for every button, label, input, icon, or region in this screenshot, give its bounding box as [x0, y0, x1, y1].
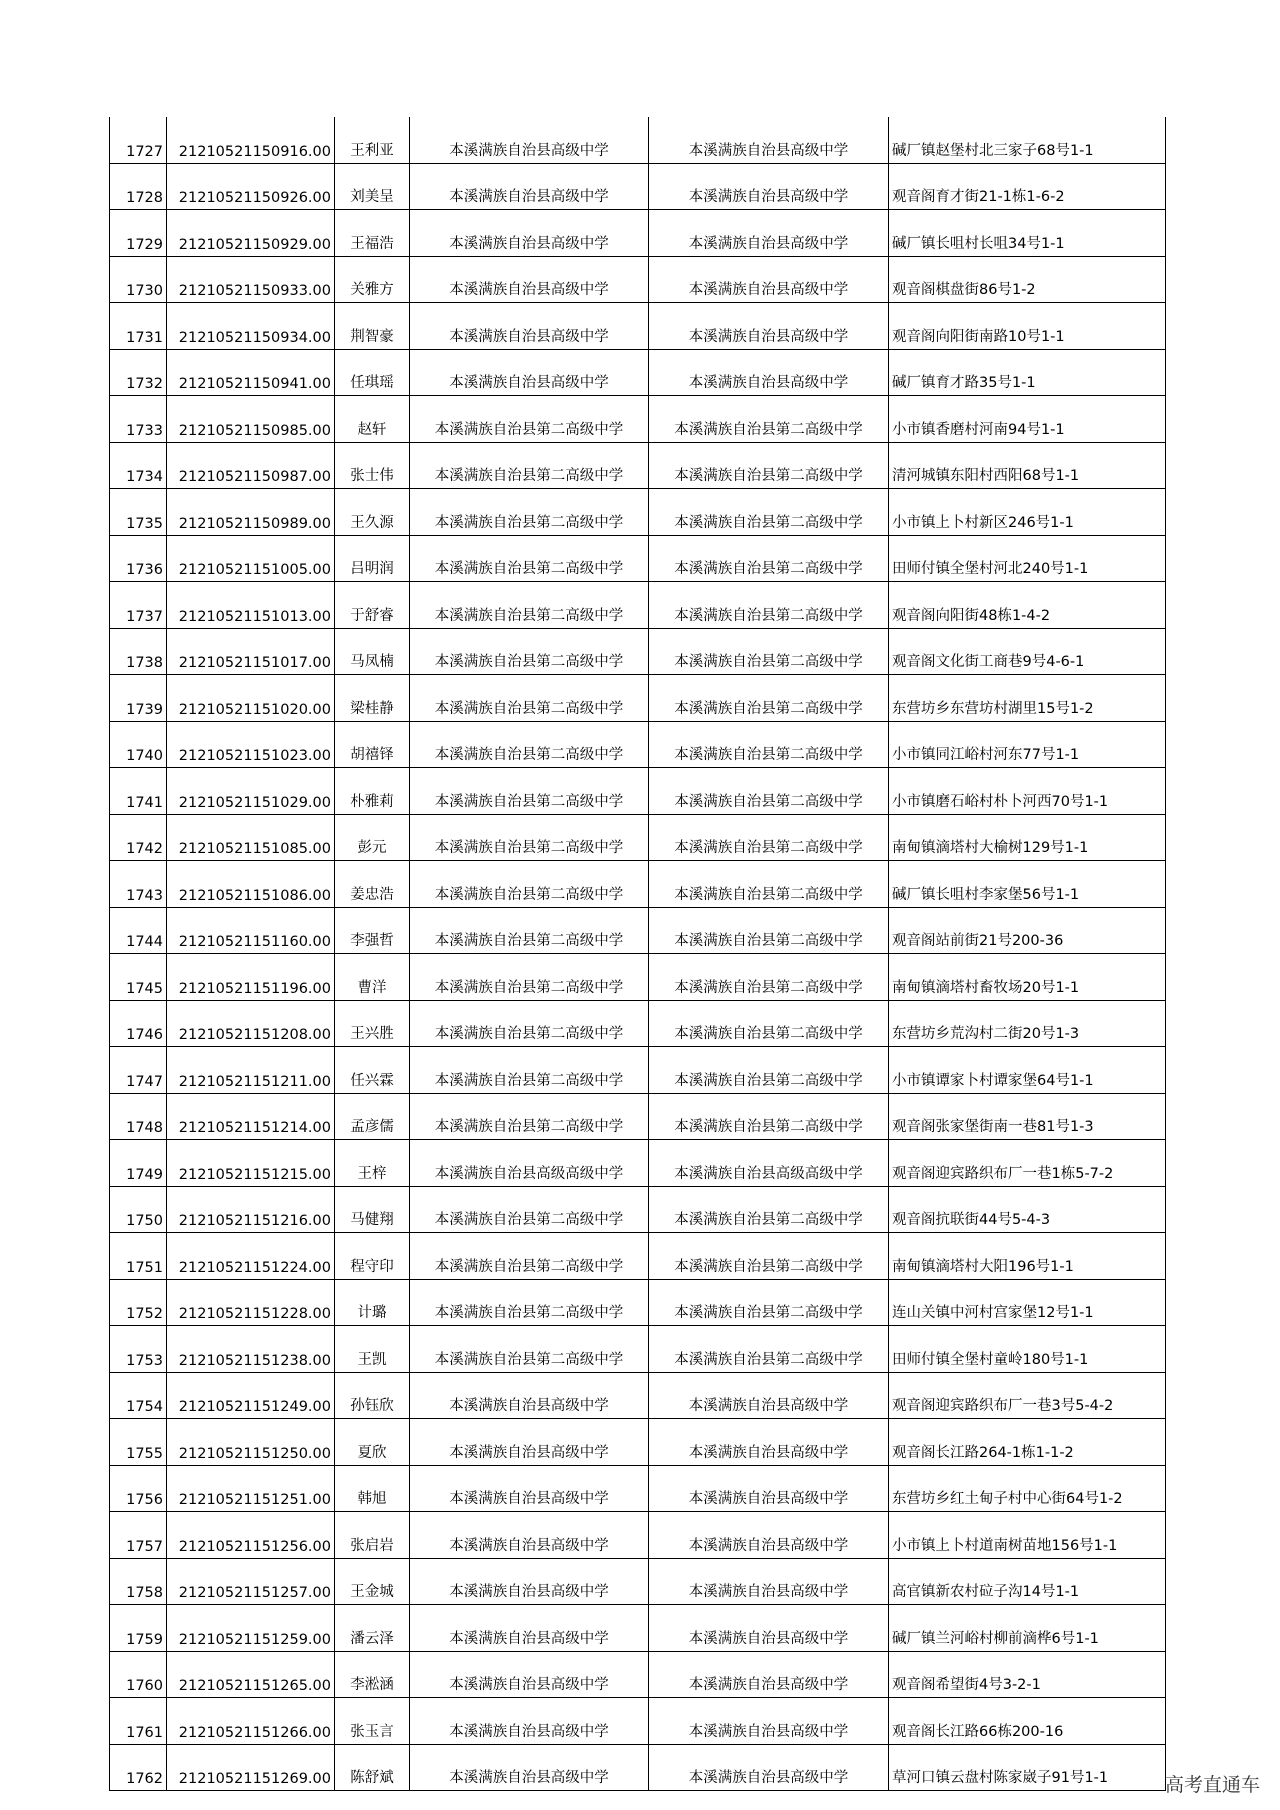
student-name-cell: 朴雅莉: [335, 768, 410, 815]
table-row: [110, 1186, 1166, 1233]
home-address-cell: 观音阁站前街21号200-36: [889, 907, 1166, 954]
admitted-school-cell: 本溪满族自治县高级中学: [649, 117, 889, 163]
exam-id-cell: 21210521151224.00: [167, 1233, 335, 1280]
student-name-cell: 王金城: [335, 1558, 410, 1605]
school-name-cell: 本溪满族自治县第二高级中学: [410, 954, 649, 1001]
student-name-cell: 马凤楠: [335, 628, 410, 675]
home-address-cell: 田师付镇全堡村童岭180号1-1: [889, 1326, 1166, 1373]
table-row: [110, 1372, 1166, 1419]
exam-id-cell: 21210521150929.00: [167, 210, 335, 257]
exam-id-cell: 21210521151005.00: [167, 535, 335, 582]
table-row: [110, 1093, 1166, 1140]
row-number-cell: 1760: [110, 1651, 167, 1698]
exam-id-cell: 21210521151256.00: [167, 1512, 335, 1559]
home-address-cell: 小市镇香磨村河南94号1-1: [889, 396, 1166, 443]
home-address-cell: 小市镇同江峪村河东77号1-1: [889, 721, 1166, 768]
table-row: [110, 1419, 1166, 1466]
school-name-cell: 本溪满族自治县第二高级中学: [410, 1047, 649, 1094]
exam-id-cell: 21210521151250.00: [167, 1419, 335, 1466]
row-number-cell: 1761: [110, 1698, 167, 1745]
home-address-cell: 观音阁希望街4号3-2-1: [889, 1651, 1166, 1698]
exam-id-cell: 21210521151023.00: [167, 721, 335, 768]
home-address-cell: 高官镇新农村砬子沟14号1-1: [889, 1558, 1166, 1605]
table-row: [110, 954, 1166, 1001]
row-number-cell: 1743: [110, 861, 167, 908]
student-name-cell: 王福浩: [335, 210, 410, 257]
table-row: [110, 1698, 1166, 1745]
exam-id-cell: 21210521150985.00: [167, 396, 335, 443]
row-number-cell: 1740: [110, 721, 167, 768]
school-name-cell: 本溪满族自治县第二高级中学: [410, 1326, 649, 1373]
home-address-cell: 小市镇谭家卜村谭家堡64号1-1: [889, 1047, 1166, 1094]
exam-id-cell: 21210521151265.00: [167, 1651, 335, 1698]
home-address-cell: 观音阁棋盘街86号1-2: [889, 256, 1166, 303]
school-name-cell: 本溪满族自治县第二高级中学: [410, 768, 649, 815]
home-address-cell: 观音阁迎宾路织布厂一巷3号5-4-2: [889, 1372, 1166, 1419]
school-name-cell: 本溪满族自治县高级中学: [410, 1605, 649, 1652]
row-number-cell: 1749: [110, 1140, 167, 1187]
student-name-cell: 吕明润: [335, 535, 410, 582]
home-address-cell: 南甸镇滴塔村大阳196号1-1: [889, 1233, 1166, 1280]
admitted-school-cell: 本溪满族自治县高级中学: [649, 1419, 889, 1466]
row-number-cell: 1750: [110, 1186, 167, 1233]
home-address-cell: 南甸镇滴塔村畜牧场20号1-1: [889, 954, 1166, 1001]
table-row: [110, 721, 1166, 768]
admitted-school-cell: 本溪满族自治县第二高级中学: [649, 768, 889, 815]
exam-id-cell: 21210521151029.00: [167, 768, 335, 815]
school-name-cell: 本溪满族自治县高级中学: [410, 1512, 649, 1559]
table-row: [110, 1000, 1166, 1047]
student-name-cell: 王久源: [335, 489, 410, 536]
admitted-school-cell: 本溪满族自治县第二高级中学: [649, 1047, 889, 1094]
exam-id-cell: 21210521150916.00: [167, 117, 335, 163]
admitted-school-cell: 本溪满族自治县第二高级中学: [649, 628, 889, 675]
table-row: [110, 1512, 1166, 1559]
student-name-cell: 陈舒斌: [335, 1744, 410, 1791]
table-row: [110, 628, 1166, 675]
admitted-school-cell: 本溪满族自治县第二高级中学: [649, 1326, 889, 1373]
home-address-cell: 清河城镇东阳村西阳68号1-1: [889, 442, 1166, 489]
row-number-cell: 1754: [110, 1372, 167, 1419]
exam-id-cell: 21210521150933.00: [167, 256, 335, 303]
student-name-cell: 潘云泽: [335, 1605, 410, 1652]
row-number-cell: 1758: [110, 1558, 167, 1605]
row-number-cell: 1739: [110, 675, 167, 722]
school-name-cell: 本溪满族自治县高级中学: [410, 303, 649, 350]
row-number-cell: 1742: [110, 814, 167, 861]
admitted-school-cell: 本溪满族自治县高级中学: [649, 1558, 889, 1605]
table-row: [110, 768, 1166, 815]
exam-id-cell: 21210521151251.00: [167, 1465, 335, 1512]
home-address-cell: 观音阁向阳街48栋1-4-2: [889, 582, 1166, 629]
table-row: [110, 349, 1166, 396]
row-number-cell: 1744: [110, 907, 167, 954]
table-row: [110, 1326, 1166, 1373]
home-address-cell: 小市镇磨石峪村朴卜河西70号1-1: [889, 768, 1166, 815]
table-row: [110, 675, 1166, 722]
table-row: [110, 1558, 1166, 1605]
student-name-cell: 王兴胜: [335, 1000, 410, 1047]
exam-id-cell: 21210521150987.00: [167, 442, 335, 489]
home-address-cell: 碱厂镇长咀村李家堡56号1-1: [889, 861, 1166, 908]
exam-id-cell: 21210521150989.00: [167, 489, 335, 536]
student-name-cell: 李强哲: [335, 907, 410, 954]
admitted-school-cell: 本溪满族自治县第二高级中学: [649, 535, 889, 582]
row-number-cell: 1759: [110, 1605, 167, 1652]
row-number-cell: 1757: [110, 1512, 167, 1559]
admitted-school-cell: 本溪满族自治县高级中学: [649, 1465, 889, 1512]
student-name-cell: 梁桂静: [335, 675, 410, 722]
school-name-cell: 本溪满族自治县第二高级中学: [410, 1279, 649, 1326]
table-row: [110, 256, 1166, 303]
exam-id-cell: 21210521151269.00: [167, 1744, 335, 1791]
admitted-school-cell: 本溪满族自治县高级中学: [649, 1512, 889, 1559]
row-number-cell: 1745: [110, 954, 167, 1001]
school-name-cell: 本溪满族自治县第二高级中学: [410, 582, 649, 629]
school-name-cell: 本溪满族自治县第二高级中学: [410, 814, 649, 861]
row-number-cell: 1734: [110, 442, 167, 489]
table-row: [110, 396, 1166, 443]
home-address-cell: 南甸镇滴塔村大榆树129号1-1: [889, 814, 1166, 861]
home-address-cell: 观音阁张家堡街南一巷81号1-3: [889, 1093, 1166, 1140]
row-number-cell: 1733: [110, 396, 167, 443]
student-name-cell: 任琪瑶: [335, 349, 410, 396]
table-row: [110, 1047, 1166, 1094]
exam-id-cell: 21210521151257.00: [167, 1558, 335, 1605]
student-name-cell: 张玉言: [335, 1698, 410, 1745]
row-number-cell: 1735: [110, 489, 167, 536]
home-address-cell: 碱厂镇赵堡村北三家子68号1-1: [889, 117, 1166, 163]
student-name-cell: 任兴霖: [335, 1047, 410, 1094]
home-address-cell: 小市镇上卜村新区246号1-1: [889, 489, 1166, 536]
row-number-cell: 1729: [110, 210, 167, 257]
school-name-cell: 本溪满族自治县高级中学: [410, 1372, 649, 1419]
home-address-cell: 观音阁文化街工商巷9号4-6-1: [889, 628, 1166, 675]
row-number-cell: 1746: [110, 1000, 167, 1047]
student-name-cell: 韩旭: [335, 1465, 410, 1512]
school-name-cell: 本溪满族自治县第二高级中学: [410, 675, 649, 722]
exam-id-cell: 21210521150926.00: [167, 163, 335, 210]
row-number-cell: 1736: [110, 535, 167, 582]
table-row: [110, 117, 1166, 163]
home-address-cell: 小市镇上卜村道南树苗地156号1-1: [889, 1512, 1166, 1559]
student-name-cell: 胡禧铎: [335, 721, 410, 768]
school-name-cell: 本溪满族自治县第二高级中学: [410, 628, 649, 675]
school-name-cell: 本溪满族自治县第二高级中学: [410, 442, 649, 489]
exam-id-cell: 21210521150934.00: [167, 303, 335, 350]
watermark-text: 高考直通车: [1164, 1774, 1260, 1796]
school-name-cell: 本溪满族自治县高级中学: [410, 1651, 649, 1698]
school-name-cell: 本溪满族自治县第二高级中学: [410, 1233, 649, 1280]
admitted-school-cell: 本溪满族自治县第二高级中学: [649, 1279, 889, 1326]
student-name-cell: 刘美呈: [335, 163, 410, 210]
admitted-school-cell: 本溪满族自治县第二高级中学: [649, 721, 889, 768]
table-row: [110, 442, 1166, 489]
admitted-school-cell: 本溪满族自治县第二高级中学: [649, 1093, 889, 1140]
exam-id-cell: 21210521151017.00: [167, 628, 335, 675]
home-address-cell: 碱厂镇育才路35号1-1: [889, 349, 1166, 396]
school-name-cell: 本溪满族自治县高级中学: [410, 210, 649, 257]
admitted-school-cell: 本溪满族自治县第二高级中学: [649, 861, 889, 908]
admitted-school-cell: 本溪满族自治县高级中学: [649, 256, 889, 303]
home-address-cell: 观音阁育才街21-1栋1-6-2: [889, 163, 1166, 210]
student-name-cell: 曹洋: [335, 954, 410, 1001]
row-number-cell: 1752: [110, 1279, 167, 1326]
row-number-cell: 1727: [110, 117, 167, 163]
student-name-cell: 于舒睿: [335, 582, 410, 629]
admitted-school-cell: 本溪满族自治县高级中学: [649, 163, 889, 210]
exam-id-cell: 21210521151238.00: [167, 1326, 335, 1373]
home-address-cell: 东营坊乡红土甸子村中心街64号1-2: [889, 1465, 1166, 1512]
school-name-cell: 本溪满族自治县第二高级中学: [410, 535, 649, 582]
row-number-cell: 1756: [110, 1465, 167, 1512]
student-name-cell: 张启岩: [335, 1512, 410, 1559]
admitted-school-cell: 本溪满族自治县高级中学: [649, 1744, 889, 1791]
student-list-table: [109, 117, 1166, 1791]
table-body: [110, 117, 1166, 1791]
home-address-cell: 碱厂镇兰河峪村柳前滴桦6号1-1: [889, 1605, 1166, 1652]
school-name-cell: 本溪满族自治县高级中学: [410, 1744, 649, 1791]
school-name-cell: 本溪满族自治县高级中学: [410, 117, 649, 163]
student-list-table-container: [109, 117, 1165, 1791]
exam-id-cell: 21210521151249.00: [167, 1372, 335, 1419]
table-row: [110, 535, 1166, 582]
admitted-school-cell: 本溪满族自治县第二高级中学: [649, 907, 889, 954]
home-address-cell: 东营坊乡东营坊村湖里15号1-2: [889, 675, 1166, 722]
school-name-cell: 本溪满族自治县第二高级中学: [410, 1000, 649, 1047]
student-name-cell: 王利亚: [335, 117, 410, 163]
table-row: [110, 1279, 1166, 1326]
home-address-cell: 连山关镇中河村宫家堡12号1-1: [889, 1279, 1166, 1326]
admitted-school-cell: 本溪满族自治县高级中学: [649, 1698, 889, 1745]
student-name-cell: 彭元: [335, 814, 410, 861]
exam-id-cell: 21210521151160.00: [167, 907, 335, 954]
home-address-cell: 碱厂镇长咀村长咀34号1-1: [889, 210, 1166, 257]
school-name-cell: 本溪满族自治县第二高级中学: [410, 907, 649, 954]
row-number-cell: 1741: [110, 768, 167, 815]
table-row: [110, 1744, 1166, 1791]
admitted-school-cell: 本溪满族自治县高级高级中学: [649, 1140, 889, 1187]
school-name-cell: 本溪满族自治县第二高级中学: [410, 861, 649, 908]
exam-id-cell: 21210521151211.00: [167, 1047, 335, 1094]
student-name-cell: 赵轩: [335, 396, 410, 443]
row-number-cell: 1755: [110, 1419, 167, 1466]
school-name-cell: 本溪满族自治县高级中学: [410, 349, 649, 396]
school-name-cell: 本溪满族自治县高级中学: [410, 1419, 649, 1466]
exam-id-cell: 21210521151215.00: [167, 1140, 335, 1187]
home-address-cell: 观音阁抗联街44号5-4-3: [889, 1186, 1166, 1233]
admitted-school-cell: 本溪满族自治县第二高级中学: [649, 954, 889, 1001]
student-name-cell: 孙钰欣: [335, 1372, 410, 1419]
row-number-cell: 1747: [110, 1047, 167, 1094]
admitted-school-cell: 本溪满族自治县第二高级中学: [649, 489, 889, 536]
school-name-cell: 本溪满族自治县高级高级中学: [410, 1140, 649, 1187]
row-number-cell: 1751: [110, 1233, 167, 1280]
exam-id-cell: 21210521151216.00: [167, 1186, 335, 1233]
row-number-cell: 1753: [110, 1326, 167, 1373]
admitted-school-cell: 本溪满族自治县第二高级中学: [649, 582, 889, 629]
table-row: [110, 210, 1166, 257]
table-row: [110, 861, 1166, 908]
table-row: [110, 1465, 1166, 1512]
home-address-cell: 东营坊乡荒沟村二街20号1-3: [889, 1000, 1166, 1047]
exam-id-cell: 21210521151266.00: [167, 1698, 335, 1745]
school-name-cell: 本溪满族自治县高级中学: [410, 1465, 649, 1512]
admitted-school-cell: 本溪满族自治县第二高级中学: [649, 675, 889, 722]
table-row: [110, 907, 1166, 954]
row-number-cell: 1732: [110, 349, 167, 396]
student-name-cell: 姜忠浩: [335, 861, 410, 908]
table-row: [110, 582, 1166, 629]
table-row: [110, 489, 1166, 536]
school-name-cell: 本溪满族自治县第二高级中学: [410, 721, 649, 768]
admitted-school-cell: 本溪满族自治县高级中学: [649, 303, 889, 350]
admitted-school-cell: 本溪满族自治县高级中学: [649, 349, 889, 396]
admitted-school-cell: 本溪满族自治县高级中学: [649, 210, 889, 257]
school-name-cell: 本溪满族自治县第二高级中学: [410, 396, 649, 443]
home-address-cell: 观音阁迎宾路织布厂一巷1栋5-7-2: [889, 1140, 1166, 1187]
table-row: [110, 163, 1166, 210]
student-name-cell: 程守印: [335, 1233, 410, 1280]
exam-id-cell: 21210521151228.00: [167, 1279, 335, 1326]
row-number-cell: 1762: [110, 1744, 167, 1791]
admitted-school-cell: 本溪满族自治县第二高级中学: [649, 1233, 889, 1280]
admitted-school-cell: 本溪满族自治县第二高级中学: [649, 1000, 889, 1047]
school-name-cell: 本溪满族自治县高级中学: [410, 1698, 649, 1745]
school-name-cell: 本溪满族自治县高级中学: [410, 1558, 649, 1605]
home-address-cell: 田师付镇全堡村河北240号1-1: [889, 535, 1166, 582]
student-name-cell: 马健翔: [335, 1186, 410, 1233]
school-name-cell: 本溪满族自治县高级中学: [410, 163, 649, 210]
exam-id-cell: 21210521151086.00: [167, 861, 335, 908]
row-number-cell: 1728: [110, 163, 167, 210]
school-name-cell: 本溪满族自治县高级中学: [410, 256, 649, 303]
student-name-cell: 王梓: [335, 1140, 410, 1187]
admitted-school-cell: 本溪满族自治县第二高级中学: [649, 1186, 889, 1233]
admitted-school-cell: 本溪满族自治县第二高级中学: [649, 442, 889, 489]
exam-id-cell: 21210521151208.00: [167, 1000, 335, 1047]
student-name-cell: 孟彦儒: [335, 1093, 410, 1140]
row-number-cell: 1748: [110, 1093, 167, 1140]
row-number-cell: 1730: [110, 256, 167, 303]
home-address-cell: 观音阁长江路264-1栋1-1-2: [889, 1419, 1166, 1466]
school-name-cell: 本溪满族自治县第二高级中学: [410, 1186, 649, 1233]
table-row: [110, 1140, 1166, 1187]
school-name-cell: 本溪满族自治县第二高级中学: [410, 489, 649, 536]
student-name-cell: 李淞涵: [335, 1651, 410, 1698]
table-row: [110, 814, 1166, 861]
row-number-cell: 1738: [110, 628, 167, 675]
student-name-cell: 张士伟: [335, 442, 410, 489]
home-address-cell: 观音阁向阳街南路10号1-1: [889, 303, 1166, 350]
home-address-cell: 草河口镇云盘村陈家崴子91号1-1: [889, 1744, 1166, 1791]
exam-id-cell: 21210521151085.00: [167, 814, 335, 861]
home-address-cell: 观音阁长江路66栋200-16: [889, 1698, 1166, 1745]
table-row: [110, 1651, 1166, 1698]
student-name-cell: 关雅方: [335, 256, 410, 303]
admitted-school-cell: 本溪满族自治县高级中学: [649, 1651, 889, 1698]
row-number-cell: 1737: [110, 582, 167, 629]
admitted-school-cell: 本溪满族自治县高级中学: [649, 1372, 889, 1419]
exam-id-cell: 21210521151214.00: [167, 1093, 335, 1140]
exam-id-cell: 21210521151013.00: [167, 582, 335, 629]
exam-id-cell: 21210521151259.00: [167, 1605, 335, 1652]
school-name-cell: 本溪满族自治县第二高级中学: [410, 1093, 649, 1140]
exam-id-cell: 21210521151020.00: [167, 675, 335, 722]
exam-id-cell: 21210521151196.00: [167, 954, 335, 1001]
student-name-cell: 夏欣: [335, 1419, 410, 1466]
table-row: [110, 1233, 1166, 1280]
table-row: [110, 303, 1166, 350]
admitted-school-cell: 本溪满族自治县第二高级中学: [649, 814, 889, 861]
student-name-cell: 计璐: [335, 1279, 410, 1326]
table-row: [110, 1605, 1166, 1652]
row-number-cell: 1731: [110, 303, 167, 350]
exam-id-cell: 21210521150941.00: [167, 349, 335, 396]
student-name-cell: 王凯: [335, 1326, 410, 1373]
student-name-cell: 荆智豪: [335, 303, 410, 350]
admitted-school-cell: 本溪满族自治县第二高级中学: [649, 396, 889, 443]
admitted-school-cell: 本溪满族自治县高级中学: [649, 1605, 889, 1652]
